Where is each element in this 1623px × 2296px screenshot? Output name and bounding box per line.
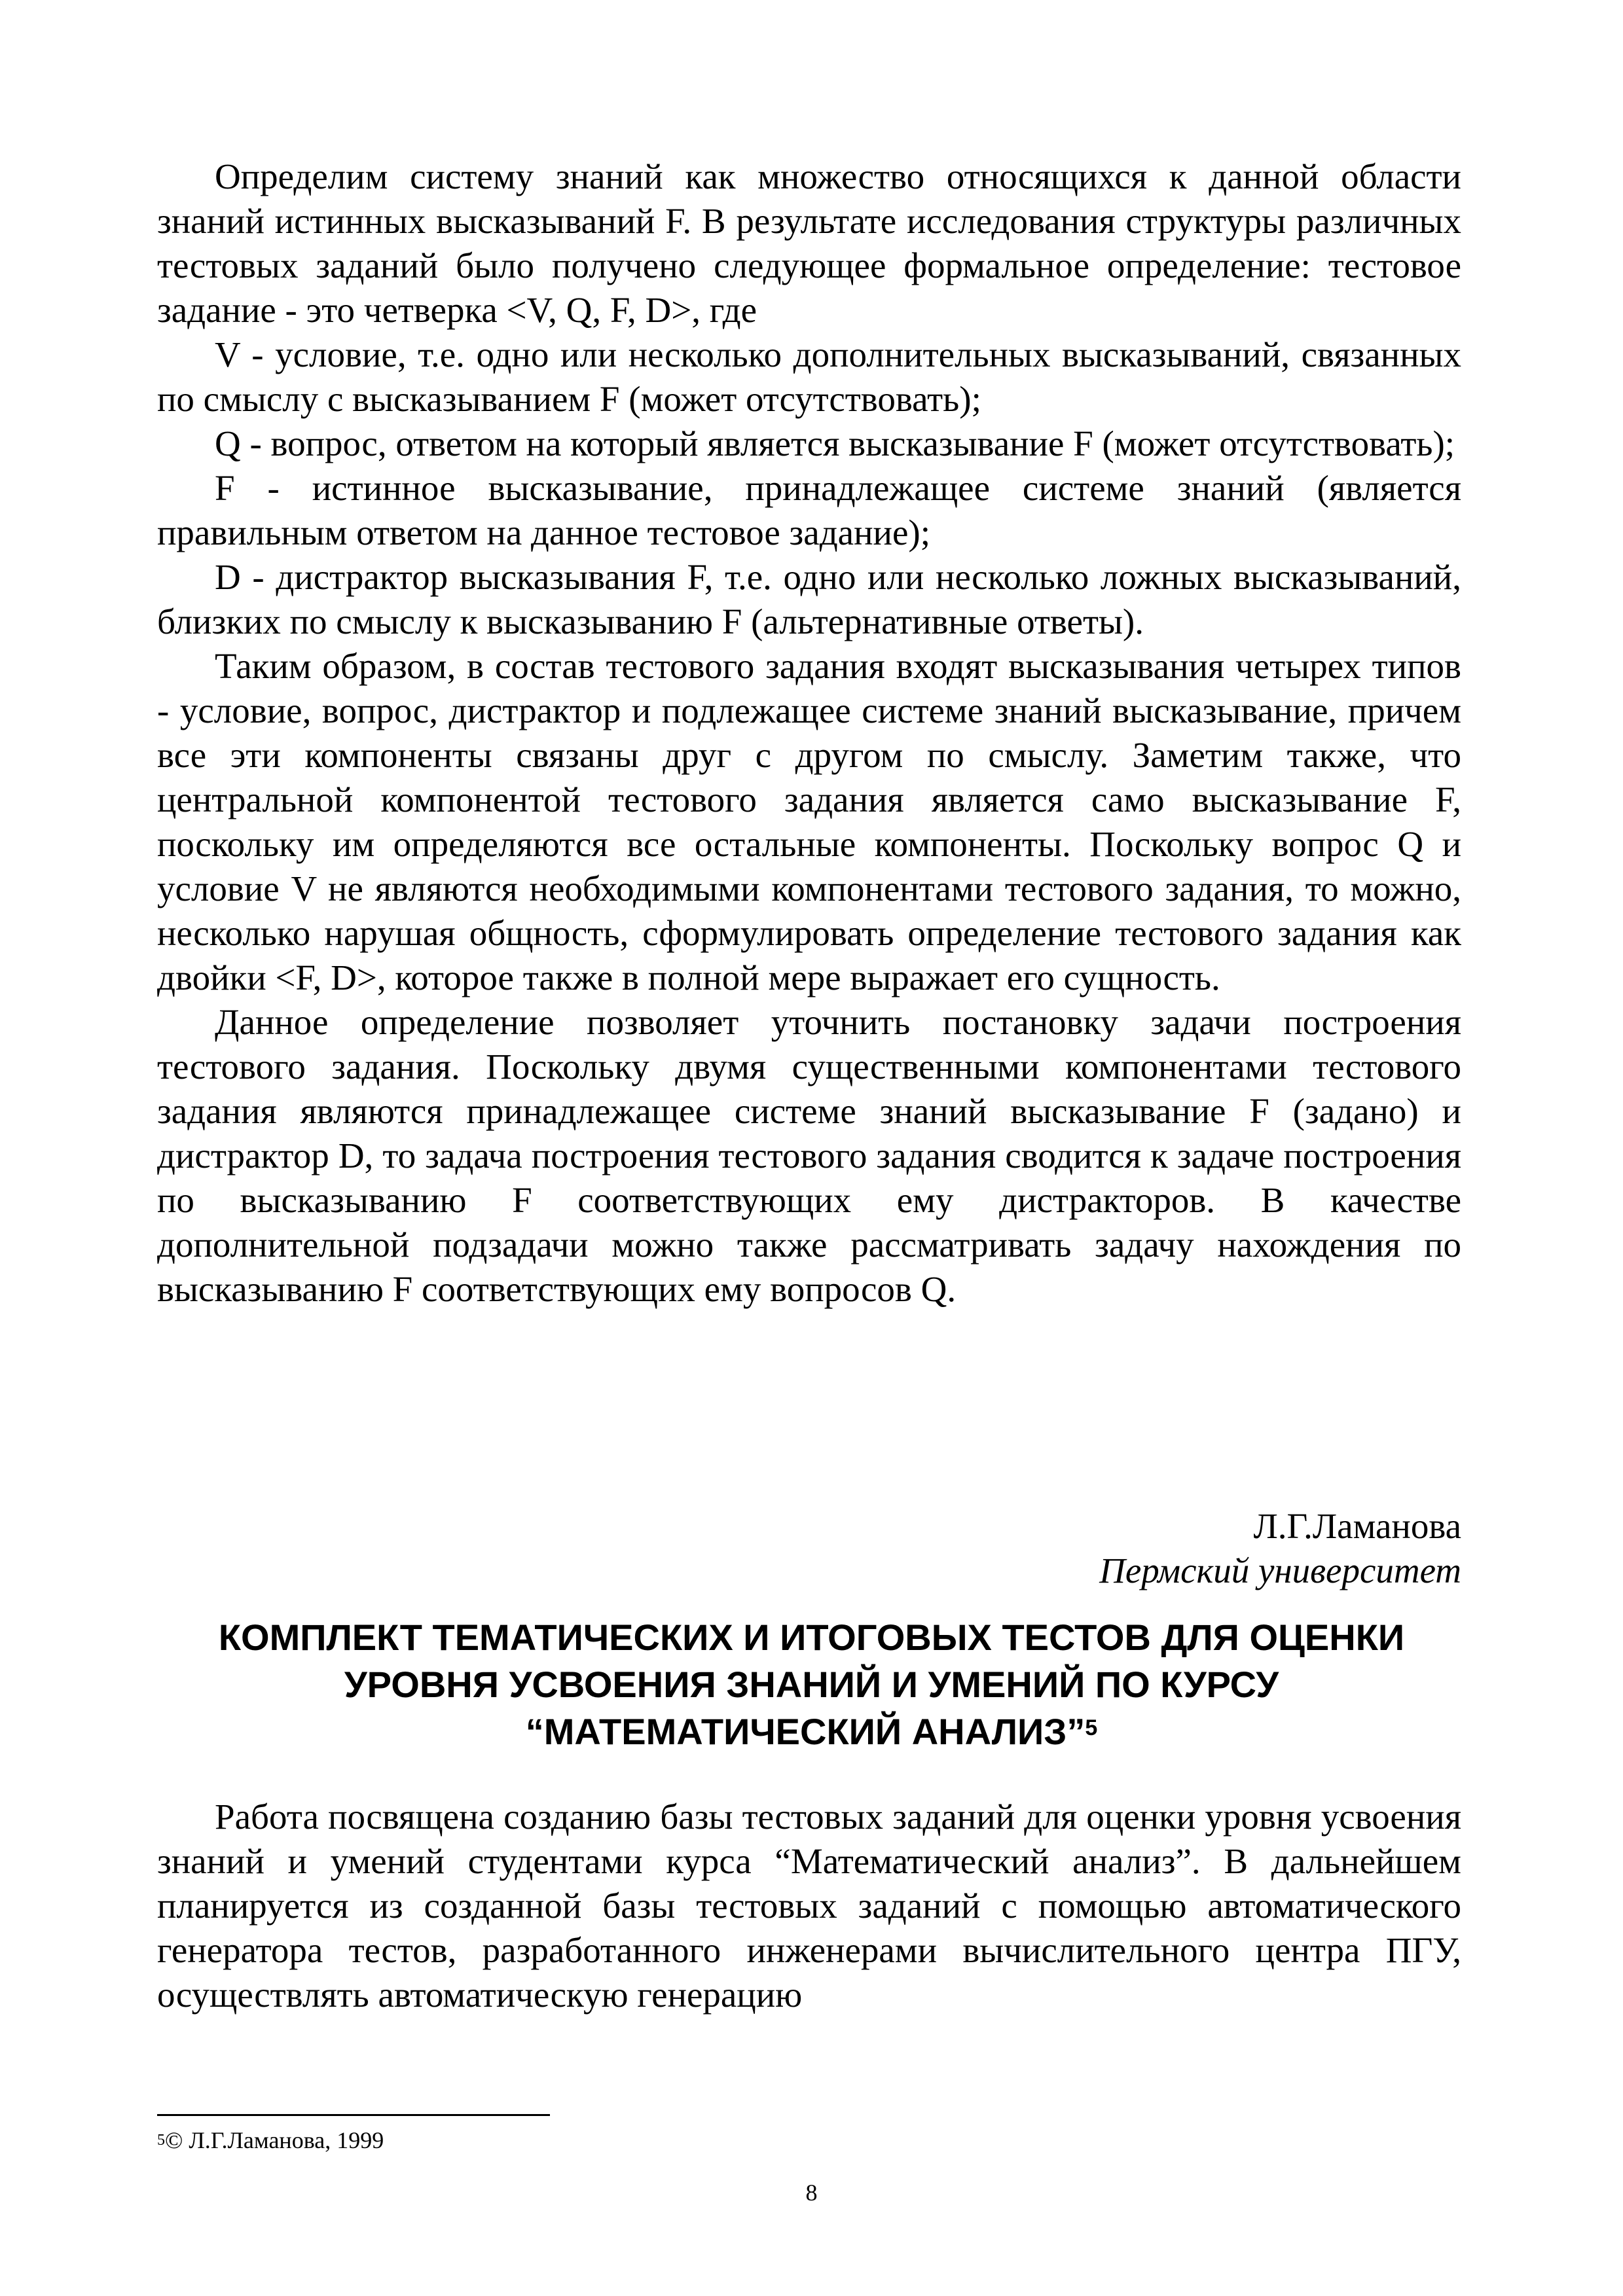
article-title-line-3-text: “МАТЕМАТИЧЕСКИЙ АНАЛИЗ” xyxy=(525,1711,1085,1752)
paragraph-definition-f: F - истинное высказывание, принадлежащее системе знаний (является правильным ответом на данное тестовое задание); xyxy=(157,468,1461,552)
paragraph-abstract: Работа посвящена созданию базы тестовых заданий для оценки уровня усвоения знаний и умений студентами курса “Математический анализ”. В дальнейшем планируется из созданной базы тестовых заданий с помощью автоматического генератора тестов, разработанного инженерами вычислительного центра ПГУ, осуществлять автоматическую генерацию xyxy=(157,1797,1461,2015)
footnote-text: © Л.Г.Ламанова, 1999 xyxy=(165,2127,384,2153)
paragraph-definition-q: Q - вопрос, ответом на который является высказывание F (может отсутствовать); xyxy=(215,423,1455,463)
article-title-line-3 xyxy=(118,1708,1505,1755)
footnote xyxy=(157,2126,384,2155)
footnote-divider xyxy=(157,2114,550,2116)
article-title-line-2: УРОВНЯ УСВОЕНИЯ ЗНАНИЙ И УМЕНИЙ ПО КУРСУ xyxy=(344,1664,1279,1705)
page-number: 8 xyxy=(805,2179,818,2206)
article-title-line-1: КОМПЛЕКТ ТЕМАТИЧЕСКИХ И ИТОГОВЫХ ТЕСТОВ ДЛЯ ОЦЕНКИ xyxy=(218,1617,1405,1658)
body-text-section-2 xyxy=(157,1795,1461,2017)
footnote-mark: 5 xyxy=(157,2132,165,2149)
paragraph-task-statement: Данное определение позволяет уточнить постановку задачи построения тестового задания. Поскольку двумя существенными компонентами тестового задания являются принадлежащее системе знаний высказывание F (задано) и дистрактор D, то задача построения тестового задания сводится к задаче построения по высказыванию F соответствующих ему дистракторов. В качестве дополнительной подзадачи можно также рассматривать задачу нахождения по высказыванию F соответствующих ему вопросов Q. xyxy=(157,1002,1461,1309)
paragraph-definition-v: V - условие, т.е. одно или несколько дополнительных высказываний, связанных по смыслу с высказыванием F (может отсутствовать); xyxy=(157,334,1461,419)
article-title xyxy=(118,1614,1505,1755)
title-footnote-mark[interactable]: 5 xyxy=(1085,1715,1098,1740)
paragraph-knowledge-system: Определим систему знаний как множество относящихся к данной области знаний истинных высказываний F. В результате исследования структуры различных тестовых заданий было получено следующее формальное определение: тестовое задание - это четверка <V, Q, F, D>, где xyxy=(157,156,1461,330)
author-name: Л.Г.Ламанова xyxy=(1253,1506,1461,1546)
body-text-section-1 xyxy=(157,154,1461,1312)
paragraph-definition-d: D - дистрактор высказывания F, т.е. одно или несколько ложных высказываний, близких по смыслу к высказыванию F (альтернативные ответы). xyxy=(157,557,1461,641)
paragraph-components: Таким образом, в состав тестового задания входят высказывания четырех типов - условие, вопрос, дистрактор и подлежащее системе знаний высказывание, причем все эти компоненты связаны друг с другом по смыслу. Заметим также, что центральной компонентой тестового задания является само высказывание F, поскольку им определяются все остальные компоненты. Поскольку вопрос Q и условие V не являются необходимыми компонентами тестового задания, то можно, несколько нарушая общность, сформулировать определение тестового задания как двойки <F, D>, которое также в полной мере выражает его сущность. xyxy=(157,646,1461,997)
author-block xyxy=(157,1504,1461,1593)
author-affiliation: Пермский университет xyxy=(1099,1551,1461,1590)
